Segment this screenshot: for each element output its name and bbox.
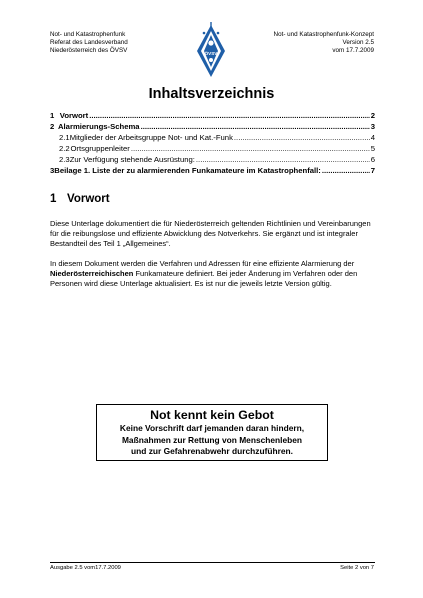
toc-leader-dots <box>234 132 370 143</box>
section-heading <box>50 193 110 205</box>
toc-entry-title: Beilage 1. Liste der zu alarmierenden Funkamateure im Katastrophenfall: <box>54 166 321 175</box>
oevsv-logo <box>194 22 228 80</box>
motto-line-1: Keine Vorschrift darf jemanden daran hindern, <box>119 423 305 433</box>
toc-entry-number: 1 <box>50 111 55 120</box>
motto-line-2: Maßnahmen zur Rettung von Menschenleben <box>121 434 303 445</box>
toc-entry-title: Ortsgruppenleiter <box>70 144 130 153</box>
toc-entry-page: 7 <box>370 166 375 175</box>
toc-entry-title: Alarmierungs-Schema <box>57 122 140 131</box>
header-right-line-3: vom 17.7.2009 <box>332 47 374 55</box>
header-left-line-1: Not- und Katastrophenfunk <box>50 31 126 38</box>
header-right-line-2: Version 2.5 <box>342 39 374 47</box>
toc-leader-dots <box>89 110 369 121</box>
toc-leader-dots <box>322 165 370 176</box>
toc-entry-number: 2 <box>50 122 55 131</box>
toc-leader-dots <box>131 143 370 154</box>
toc-entry-title: Vorwort <box>59 111 89 120</box>
toc-entry-number: 2.3 <box>59 155 70 164</box>
toc-title: Inhaltsverzeichnis <box>148 86 275 102</box>
toc-entry[interactable] <box>50 154 375 165</box>
toc-entry-page: 4 <box>370 133 375 142</box>
toc-entry-title: Zur Verfügung stehende Ausrüstung: <box>69 155 195 164</box>
section-title: Vorwort <box>67 193 110 205</box>
toc-entry-page: 5 <box>370 144 375 153</box>
toc-entry[interactable] <box>50 110 375 121</box>
paragraph-procedures-bold: Niederösterreichischen <box>50 269 134 279</box>
paragraph-procedures <box>50 259 378 290</box>
motto-line-3: und zur Gefahrenabwehr durchzuführen. <box>131 446 293 456</box>
toc-entry-number: 2.1 <box>59 133 70 142</box>
motto-box <box>96 404 328 461</box>
header-right-line-1: Not- und Katastrophenfunk-Konzept <box>273 31 374 38</box>
section-number: 1 <box>50 193 57 205</box>
toc-entry[interactable] <box>50 143 375 154</box>
toc-entry[interactable] <box>50 132 375 143</box>
toc-entry-page: 3 <box>370 122 375 131</box>
toc-leader-dots <box>141 121 370 132</box>
toc-entry-page: 2 <box>370 111 375 120</box>
footer-divider <box>50 562 375 563</box>
toc-entry[interactable] <box>50 121 375 132</box>
paragraph-procedures-part-1: In diesem Dokument werden die Verfahren und Adressen für eine effiziente Alarmierung der <box>50 259 355 268</box>
logo-text: ÖVSV <box>204 51 218 56</box>
header-right <box>274 31 374 56</box>
header-left-line-2: Referat des Landesverband <box>50 39 128 47</box>
header-left-line-3: Niederösterreich des ÖVSV <box>50 47 128 55</box>
paragraph-intro: Diese Unterlage dokumentiert die für Niederösterreich geltenden Richtlinien und Vereinbarungen für die reibungslose und effiziente Abwicklung des Notverkehrs. Sie ergänzt und ist integraler Bestandteil des Teil 1 „Allgemeines“. <box>50 219 371 249</box>
footer-edition: Ausgabe 2.5 vom17.7.2009 <box>50 565 121 571</box>
footer-page-number: Seite 2 von 7 <box>340 565 374 571</box>
toc-entry-number: 3 <box>50 166 55 175</box>
toc-entry[interactable] <box>50 165 375 176</box>
header-left <box>50 31 128 56</box>
table-of-contents <box>50 110 375 176</box>
motto-title: Not kennt kein Gebot <box>150 408 274 422</box>
toc-entry-number: 2.2 <box>59 144 70 153</box>
toc-leader-dots <box>196 154 370 165</box>
paragraph-procedures-part-2: Funkamateure definiert. Bei jeder Änderung im Verfahren oder den Personen wird diese Unterlage aktualisiert. Es ist nur die jeweils letzte Version gültig. <box>50 269 358 289</box>
toc-entry-title: Mitglieder der Arbeitsgruppe Not- und Kat.-Funk <box>69 133 233 142</box>
toc-entry-page: 6 <box>370 155 375 164</box>
